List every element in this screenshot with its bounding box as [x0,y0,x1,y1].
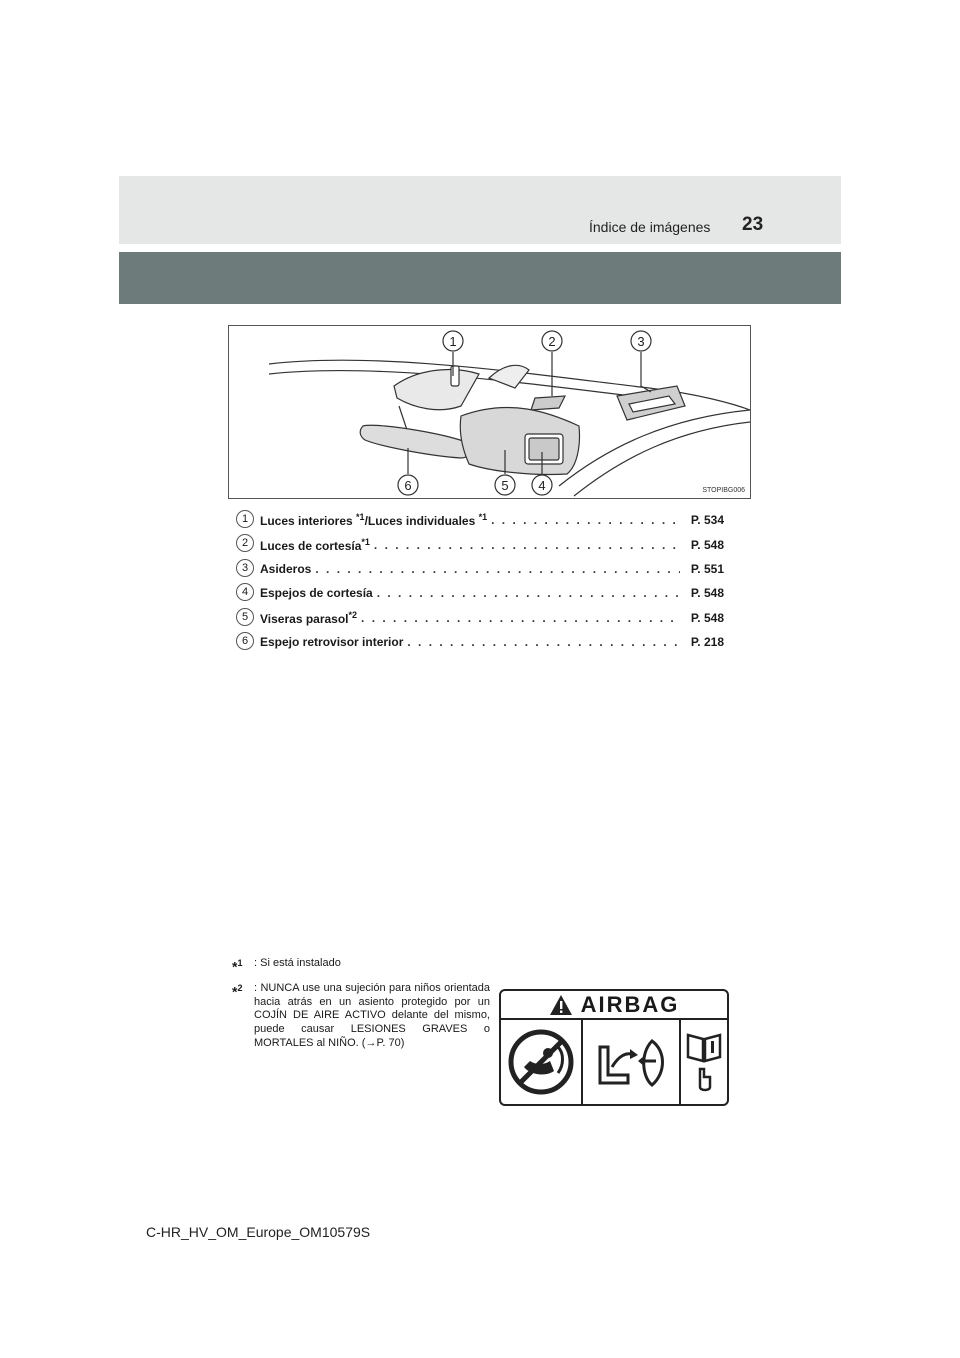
item-number: 3 [236,559,254,577]
page-reference[interactable]: P. 551 [690,561,724,576]
dot-leader [407,635,680,649]
car-ceiling-drawing [229,326,750,498]
seat-airbag-deploy-icon [586,1027,676,1097]
item-list [236,508,724,654]
item-label: Espejo retrovisor interior [260,635,404,650]
airbag-header [501,991,727,1020]
item-number: 1 [236,510,254,528]
footnote-1 [232,957,490,974]
item-label: Viseras parasol$^{*2}$ [260,609,358,626]
dot-leader [491,513,680,527]
no-child-seat-cell [501,1020,583,1104]
footnote-mark: *$^2$ [232,983,243,1000]
item-label: Asideros [260,561,312,576]
list-item[interactable] [236,606,724,630]
seat-airbag-cell [583,1020,681,1104]
callout-2: 2 [548,334,556,349]
section-title: Índice de imágenes [589,219,711,235]
footnote-text: : NUNCA use una sujeción para niños orientada hacia atrás en un asiento protegido por un COJÍN DE AIRE ACTIVO delante del mismo, puede causar LESIONES GRAVES o MORTALES al NIÑO. (→P. 70) [254,982,490,1049]
airbag-word: AIRBAG [580,991,680,1017]
footnotes [232,957,490,1050]
interior-illustration [228,325,751,499]
callout-1: 1 [449,334,457,349]
footnote-text: : Si está instalado [254,957,341,969]
page-reference[interactable]: P. 548 [690,537,724,552]
item-label: Luces interiores $^{*1}$/Luces individuales $^{*1}$ [260,512,488,529]
page-reference[interactable]: P. 548 [690,610,724,625]
page-reference[interactable]: P. 218 [690,635,724,650]
dot-leader [315,562,680,576]
header-band [119,176,841,244]
illustration-code: STOPIBG006 [702,487,745,494]
list-item[interactable] [236,630,724,654]
no-rear-facing-child-seat-icon [506,1027,576,1097]
dot-leader [377,586,680,600]
airbag-pictograms [501,1020,727,1104]
list-item[interactable] [236,557,724,581]
dot-leader [361,611,680,625]
page-number: 23 [742,214,764,235]
callout-5: 5 [501,478,509,493]
read-manual-icon [684,1027,724,1097]
footnote-mark: *$^1$ [232,958,243,975]
item-label: Espejos de cortesía [260,586,373,601]
item-label: Luces de cortesía$^{*1}$ [260,536,370,553]
list-item[interactable] [236,581,724,605]
section-bar [119,252,841,304]
item-number: 6 [236,632,254,650]
list-item[interactable] [236,532,724,556]
airbag-warning-label [499,989,729,1106]
footnote-2 [232,982,490,1050]
manual-cell [681,1020,727,1104]
warning-triangle-icon [549,994,573,1016]
document-id: C-HR_HV_OM_Europe_OM10579S [146,1224,371,1240]
page-reference[interactable]: P. 548 [690,586,724,601]
item-number: 4 [236,583,254,601]
item-number: 5 [236,608,254,626]
list-item[interactable] [236,508,724,532]
callout-6: 6 [404,478,412,493]
callout-4: 4 [538,478,546,493]
dot-leader [374,538,680,552]
page-reference[interactable]: P. 534 [690,513,724,528]
callout-3: 3 [637,334,645,349]
item-number: 2 [236,534,254,552]
